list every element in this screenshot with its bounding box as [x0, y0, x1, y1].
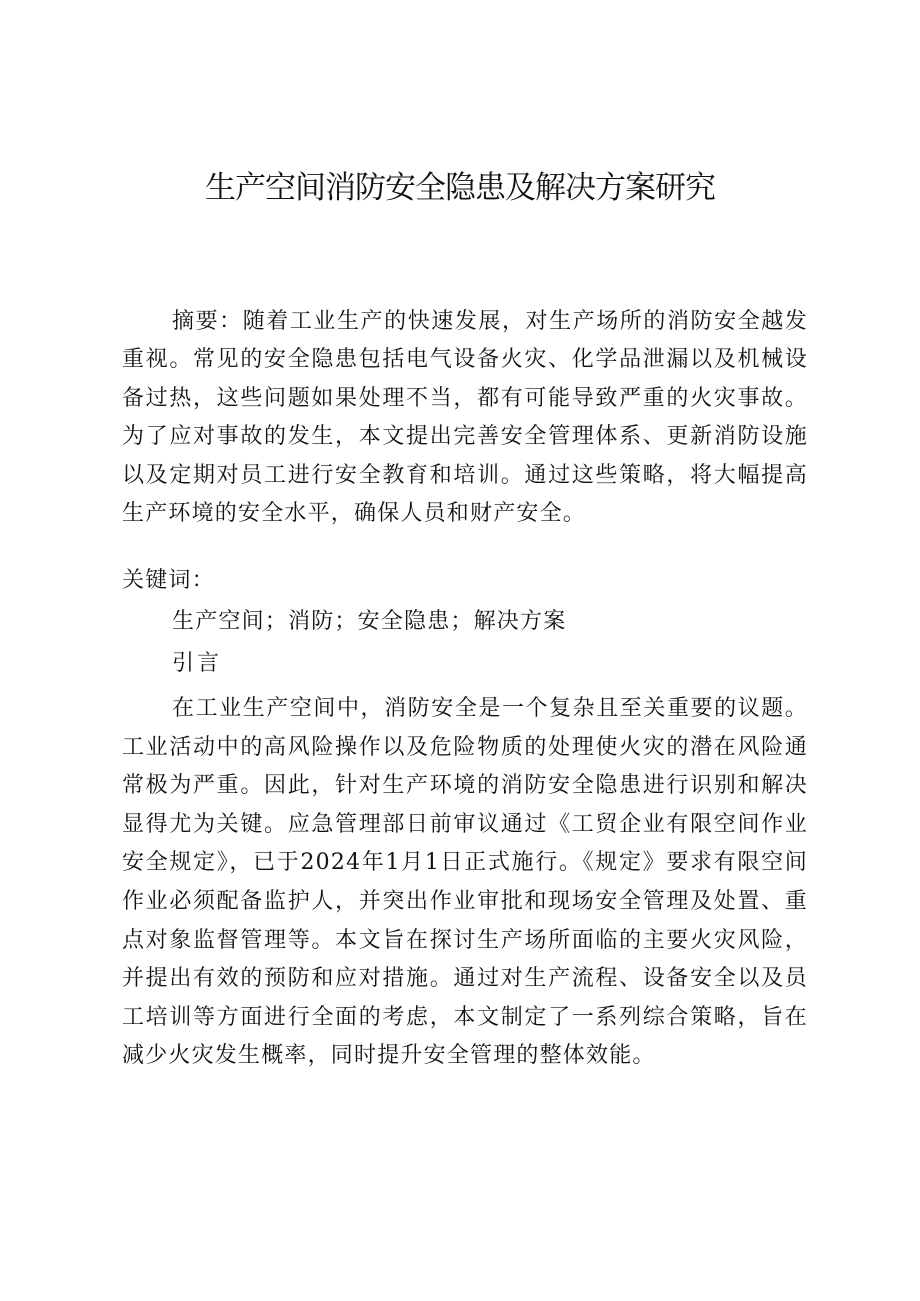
keywords-list: 生产空间；消防；安全隐患；解决方案 [172, 609, 567, 634]
introduction-paragraph: 在工业生产空间中，消防安全是一个复杂且至关重要的议题。工业活动中的高风险操作以及危险物质的处理使火灾的潜在风险通常极为严重。因此，针对生产环境的消防安全隐患进行识别和解决显得尤为关键。应急管理部日前审议通过《工贸企业有限空间作业安全规定》，已于2024年1月1日正式施行。《规定》要求有限空间作业必须配备监护人，并突出作业审批和现场安全管理及处置、重点对象监督管理等。本文旨在探讨生产场所面临的主要火灾风险，并提出有效的预防和应对措施。通过对生产流程、设备安全以及员工培训等方面进行全面的考虑，本文制定了一系列综合策略，旨在减少火灾发生概率，同时提升安全管理的整体效能。 [122, 696, 808, 1069]
document-title: 生产空间消防安全隐患及解决方案研究 [205, 170, 715, 206]
keywords-label: 关键词： [122, 568, 215, 593]
section-heading-introduction: 引言 [172, 651, 223, 676]
abstract-paragraph: 摘要：随着工业生产的快速发展，对生产场所的消防安全越发重视。常见的安全隐患包括电气设备火灾、化学品泄漏以及机械设备过热，这些问题如果处理不当，都有可能导致严重的火灾事故。为了应对事故的发生，本文提出完善安全管理体系、更新消防设施以及定期对员工进行安全教育和培训。通过这些策略，将大幅提高生产环境的安全水平，确保人员和财产安全。 [122, 309, 808, 527]
